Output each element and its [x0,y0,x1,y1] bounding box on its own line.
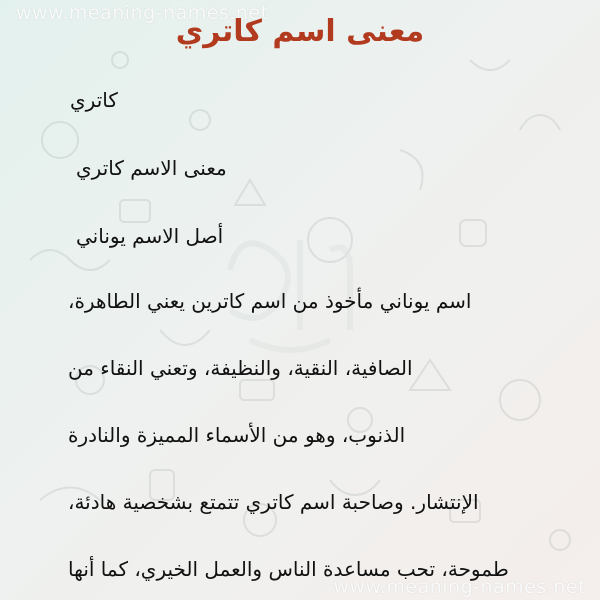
site-watermark-top: www.meaning-names.net [16,2,269,24]
page-title: معنى اسم كاتري [175,14,425,49]
content-line-origin: أصل الاسم يوناني [76,224,224,248]
content-line-description-4: الإنتشار. وصاحبة اسم كاتري تتمتع بشخصية هادئة، [68,490,479,514]
content-line-description-2: الصافية، النقية، والنظيفة، وتعني النقاء من [68,356,413,380]
content-line-meaning-heading: معنى الاسم كاتري [76,156,227,180]
content-line-description-1: اسم يوناني مأخوذ من اسم كاترين يعني الطاهرة، [68,289,472,313]
content-line-description-5: طموحة، تحب مساعدة الناس والعمل الخيري، كما أنها [68,557,509,581]
content-line-description-3: الذنوب، وهو من الأسماء المميزة والنادرة [68,423,406,447]
site-watermark-bottom: www.meaning-names.net [333,576,586,598]
content-line-name: كاتري [70,88,118,112]
